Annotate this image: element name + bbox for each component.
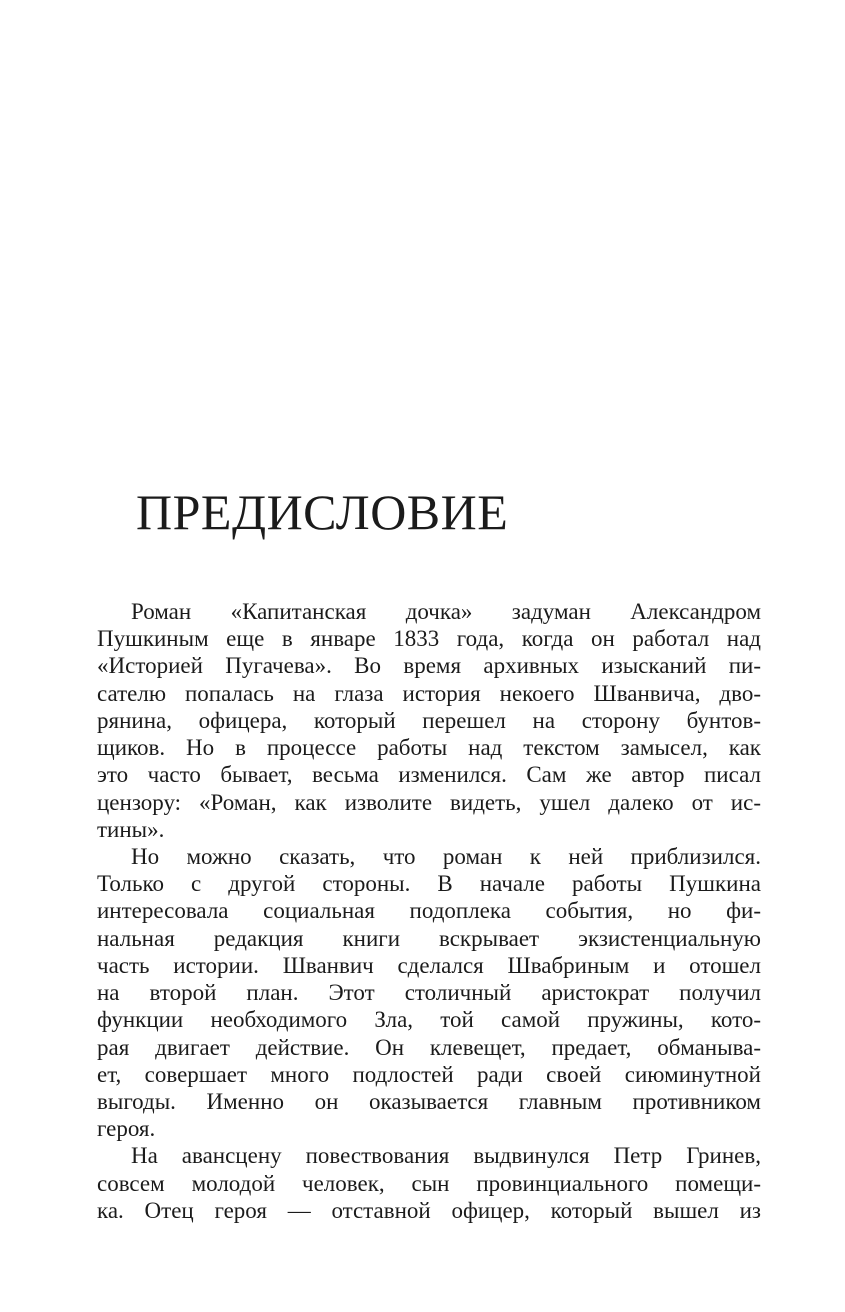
- text-line: Пушкиным еще в январе 1833 года, когда он работал над: [97, 626, 761, 652]
- text-line: щиков. Но в процессе работы над текстом замысел, как: [97, 735, 761, 761]
- text-line: часть истории. Шванвич сделался Швабриным и отошел: [97, 952, 761, 978]
- text-line: цензору: «Роман, как изволите видеть, ушел далеко от ис-: [97, 789, 761, 815]
- text-line: Роман «Капитанская дочка» задуман Александром: [131, 599, 761, 624]
- text-line: на второй план. Этот столичный аристократ получил: [97, 980, 761, 1006]
- text-line: совсем молодой человек, сын провинциального помещи-: [97, 1170, 761, 1196]
- paragraph: [97, 598, 761, 843]
- text-line: Только с другой стороны. В начале работы Пушкина: [97, 871, 761, 897]
- text-line: рянина, офицера, который перешел на сторону бунтов-: [97, 707, 761, 733]
- paragraph: [97, 1142, 761, 1224]
- text-line: это часто бывает, весьма изменился. Сам же автор писал: [97, 762, 761, 788]
- text-line: сателю попалась на глаза история некоего Шванвича, дво-: [97, 680, 761, 706]
- body-text: [97, 598, 761, 1224]
- text-line: На авансцену повествования выдвинулся Петр Гринев,: [131, 1143, 761, 1169]
- text-line: интересовала социальная подоплека события, но фи-: [97, 898, 761, 924]
- chapter-title: ПРЕДИСЛОВИЕ: [136, 484, 509, 540]
- text-line: «Историей Пугачева». Во время архивных изысканий пи-: [97, 653, 761, 679]
- text-line: выгоды. Именно он оказывается главным противником: [97, 1088, 761, 1114]
- text-line: ет, совершает много подлостей ради своей сиюминутной: [97, 1061, 761, 1087]
- text-line: героя.: [97, 1116, 156, 1142]
- text-line: тины».: [97, 816, 165, 842]
- text-line: функции необходимого Зла, той самой пружины, кото-: [97, 1007, 761, 1033]
- text-line: Но можно сказать, что роман к ней приблизился.: [131, 843, 761, 869]
- text-line: ка. Отец героя — отставной офицер, который вышел из: [97, 1197, 761, 1223]
- text-line: рая двигает действие. Он клевещет, предает, обманыва-: [97, 1034, 761, 1060]
- text-line: нальная редакция книги вскрывает экзистенциальную: [97, 925, 761, 951]
- paragraph: [97, 843, 761, 1142]
